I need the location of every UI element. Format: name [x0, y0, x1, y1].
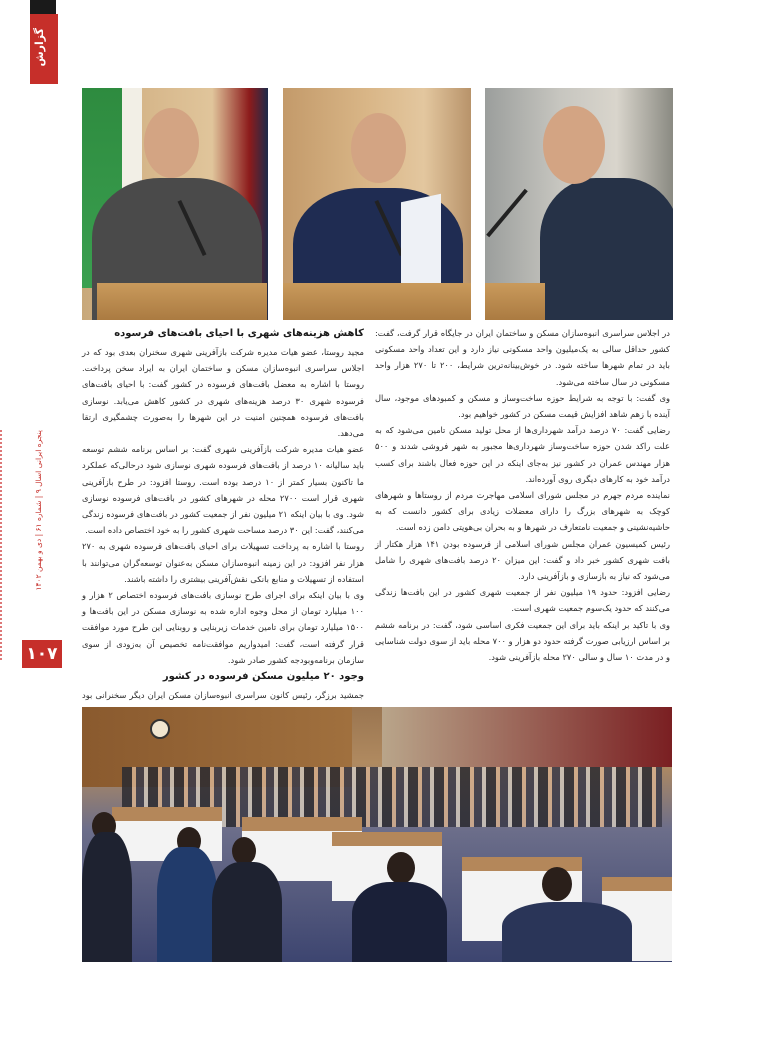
- paragraph: وی گفت: با توجه به شرایط حوزه ساخت‌وساز و مسکن و کمبودهای موجود، سال آینده با زهم شاهد افزایش قیمت مسکن در کشور خواهیم بود.: [375, 392, 670, 420]
- section-heading: وجود ۲۰ میلیون مسکن فرسوده در کشور: [162, 671, 364, 683]
- issue-info: پنجره ایرانی اسال ۹ | شماره ۶۱ | دی و بهمن ۱۴۰۲: [34, 430, 43, 591]
- page-number: ۱۰۷: [22, 640, 62, 668]
- paragraph: رضایی گفت: ۷۰ درصد درآمد شهرداری‌ها از محل تولید مسکن تامین می‌شود که به علت راکد شدن حوزه ساخت‌وساز شهرداری‌ها مجبور به شهر فروشی شدند و ۵۰۰ هزار مهندس عمران در کشور نیز به‌جای اینکه در این حوزه فعال باشند برای کسب درآمد خود به کارهای دیگری روی آورده‌اند.: [375, 425, 670, 484]
- speaker-photo-3: [485, 88, 673, 320]
- left-column: [82, 325, 364, 719]
- section-tab: [30, 14, 58, 84]
- top-black-bar: [30, 0, 56, 14]
- section-label: گزارش: [33, 28, 46, 67]
- paragraph: وی با بیان اینکه برای اجرای طرح نوسازی بافت‌های فرسوده اختصاص ۲ هزار و ۱۰۰ میلیارد تومان از محل وجوه اداره شده به نوسازی مسکن در این بافت‌ها و ۱۵۰۰ میلیارد تومان برای تامین خدمات زیربنایی و روبنایی این طرح مورد موافقت قرار گرفته است، گفت: امیدواریم موافقت‌نامه تخصیص آن به‌زودی از سوی سازمان برنامه‌وبودجه کشور صادر شود.: [82, 590, 364, 665]
- paragraph: مجید روستا، عضو هیات مدیره شرکت بازآفرینی شهری سخنران بعدی بود که در اجلاس سراسری انبوه‌سازان مسکن و ساختمان ایران به ایراد سخن پرداخت. روستا با اشاره به معضل بافت‌های فرسوده در کشور گفت: با احیای بافت‌های فرسوده شهری ۳۰ درصد هزینه‌های شهری در کشور کاهش می‌یابد. نوسازی بافت‌های فرسوده همچنین امنیت در این شهرها را به‌صورت چشمگیری ارتقا می‌دهد.: [82, 347, 364, 439]
- paragraph: در اجلاس سراسری انبوه‌سازان مسکن و ساختمان ایران در جایگاه قرار گرفت، گفت: کشور حداقل سالی به یک‌میلیون واحد مسکونی نیاز دارد و این تعداد واحد مسکونی باید در تمام شهرها ساخته شود. در خوش‌بینانه‌ترین شرایط، ۲۰۰ تا ۲۷۰ هزار واحد مسکونی در سال ساخته می‌شود.: [375, 328, 670, 387]
- right-column: [375, 325, 670, 665]
- paragraph: رئیس کمیسیون عمران مجلس شورای اسلامی از فرسوده بودن ۱۴۱ هزار هکتار از بافت شهری کشور خبر داد و گفت: این میزان ۲۰ درصد بافت‌های شهری را شامل می‌شود که نیاز به بازسازی و بازآفرینی دارد.: [375, 538, 670, 582]
- paragraph: روستا با اشاره به پرداخت تسهیلات برای احیای بافت‌های فرسوده شهری به ۲۷۰ هزار نفر افزود: در این زمینه انبوه‌سازان مسکن به‌عنوان توسعه‌گران می‌توانند با استفاده از تسهیلات و منابع بانکی نقش‌آفرینی بیشتری را داشته باشند.: [82, 541, 364, 584]
- paragraph: وی با تاکید بر اینکه باید برای این جمعیت فکری اساسی شود، گفت: در برنامه ششم بر اساس ارزیابی صورت گرفته حدود دو هزار و ۷۰۰ محله باید از سوی دولت شناسایی و در مدت ۱۰ سال و سالی ۲۷۰ محله بازآفرینی شود.: [375, 619, 670, 663]
- paragraph: نماینده مردم جهرم در مجلس شورای اسلامی مهاجرت مردم از روستاها و شهرهای کوچک به شهرهای بزرگ را دارای معضلات زیادی برای کشور دانست که به حاشیه‌نشینی و جمعیت نامتعارف در شهرها و به بحران بی‌هویتی دامن زده است.: [375, 490, 670, 533]
- speaker-photo-2: [283, 88, 471, 320]
- speaker-photo-1: [82, 88, 268, 320]
- conference-hall-photo: [82, 707, 672, 962]
- paragraph: عضو هیات مدیره شرکت بازآفرینی شهری گفت: بر اساس برنامه ششم توسعه باید سالیانه ۱۰ درصد از بافت‌های فرسوده شهری نوسازی شود درحالی‌که عملکرد ما تاکنون بسیار کمتر از ۱۰ درصد بوده است. روستا افزود: در طرح بازآفرینی شهری قرار است ۲۷۰۰ محله در شهرهای کشور در بافت‌های فرسوده نوسازی شود. وی با بیان اینکه ۲۱ میلیون نفر از جمعیت کشور در بافت‌های فرسوده زندگی می‌کنند، گفت: این ۳۰ درصد مساحت شهری کشور را به خود اختصاص داده است.: [82, 444, 365, 536]
- paragraph: رضایی افزود: حدود ۱۹ میلیون نفر از جمعیت شهری کشور در این بافت‌ها زندگی می‌کنند که حدود یک‌سوم جمعیت شهری است.: [375, 587, 670, 614]
- margin-dots: [0, 430, 8, 660]
- paragraph: جمشید برزگر، رئیس کانون سراسری انبوه‌سازان مسکن ایران دیگر سخنرانی بود: [82, 690, 364, 701]
- section-heading: کاهش هزینه‌های شهری با احیای بافت‌های فرسوده: [114, 328, 364, 339]
